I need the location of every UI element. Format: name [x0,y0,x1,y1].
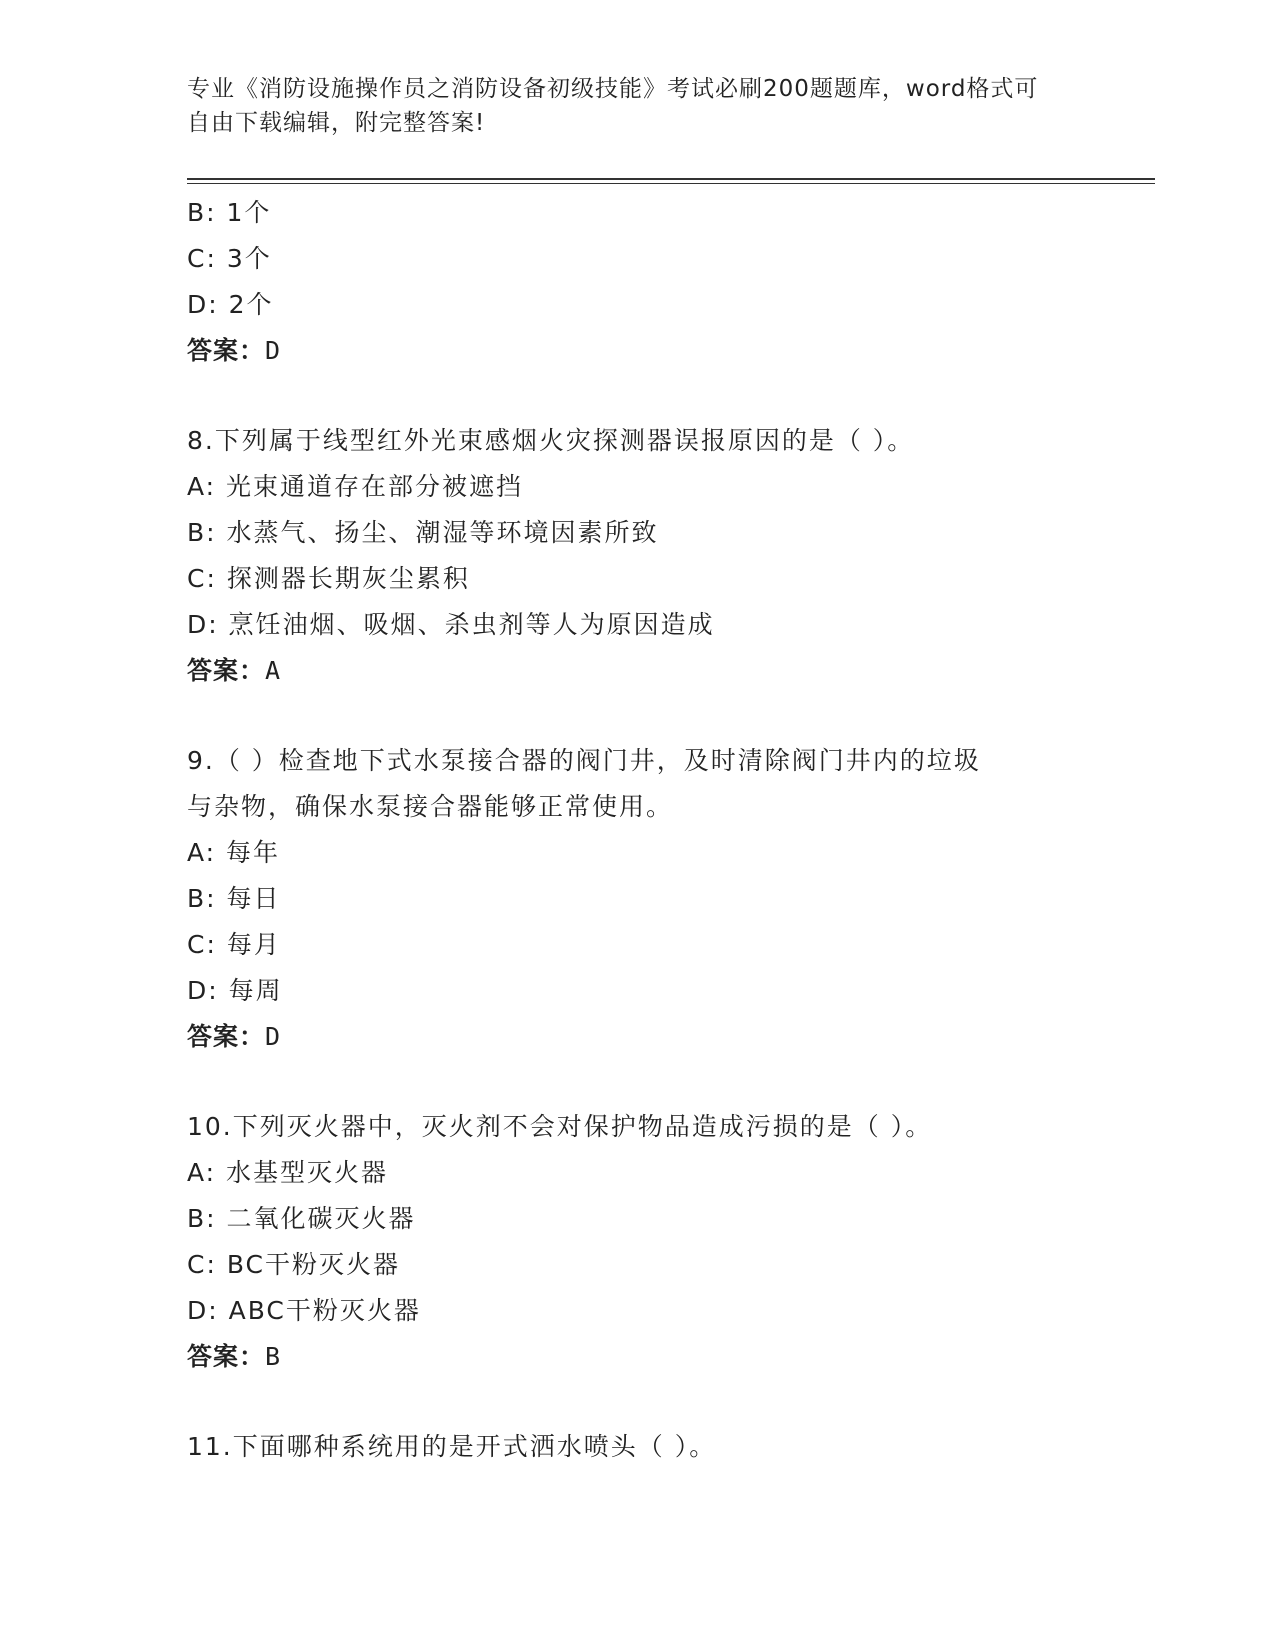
header-line-1: 专业《消防设施操作员之消防设备初级技能》考试必刷200题题库，word格式可 [187,76,1039,102]
header-divider-thick [187,178,1155,180]
option-a: A: 光束通道存在部分被遮挡 [187,472,524,501]
document-header [187,72,1087,140]
question-11 [187,1424,1087,1470]
question-10 [187,1104,1087,1380]
option-d: D: 每周 [187,976,283,1005]
question-9 [187,738,1087,1060]
answer-value: D [265,1022,282,1051]
question-text: 10.下列灭火器中，灭火剂不会对保护物品造成污损的是（ ）。 [187,1112,933,1141]
answer-label: 答案： [187,336,266,365]
question-text: 8.下列属于线型红外光束感烟火灾探测器误报原因的是（ ）。 [187,426,915,455]
answer-line [187,328,1087,374]
option-d: D: 2个 [187,290,274,319]
option-c: C: 探测器长期灰尘累积 [187,564,470,593]
answer-value: B [265,1342,282,1371]
answer-label: 答案： [187,656,266,685]
option-b: B: 1个 [187,198,272,227]
answer-value: D [265,336,282,365]
option-c: C: BC干粉灭火器 [187,1250,400,1279]
option-b: B: 水蒸气、扬尘、潮湿等环境因素所致 [187,518,659,547]
option-d: D: ABC干粉灭火器 [187,1296,421,1325]
answer-line [187,1014,1087,1060]
option-a: A: 每年 [187,838,281,867]
question-7-continued [187,190,1087,374]
answer-label: 答案： [187,1022,266,1051]
answer-line [187,648,1087,694]
option-d: D: 烹饪油烟、吸烟、杀虫剂等人为原因造成 [187,610,715,639]
question-text-line-2: 与杂物，确保水泵接合器能够正常使用。 [187,792,674,821]
question-text: 11.下面哪种系统用的是开式洒水喷头（ ）。 [187,1432,717,1461]
answer-line [187,1334,1087,1380]
option-c: C: 3个 [187,244,272,273]
answer-value: A [265,656,282,685]
option-c: C: 每月 [187,930,281,959]
option-b: B: 二氧化碳灭火器 [187,1204,416,1233]
question-8 [187,418,1087,694]
question-text-line-1: 9.（ ）检查地下式水泵接合器的阀门井，及时清除阀门井内的垃圾 [187,746,981,775]
option-b: B: 每日 [187,884,281,913]
header-divider-thin [187,183,1155,184]
option-a: A: 水基型灭火器 [187,1158,389,1187]
answer-label: 答案： [187,1342,266,1371]
question-list [187,190,1087,1470]
header-line-2: 自由下载编辑，附完整答案! [187,110,486,136]
